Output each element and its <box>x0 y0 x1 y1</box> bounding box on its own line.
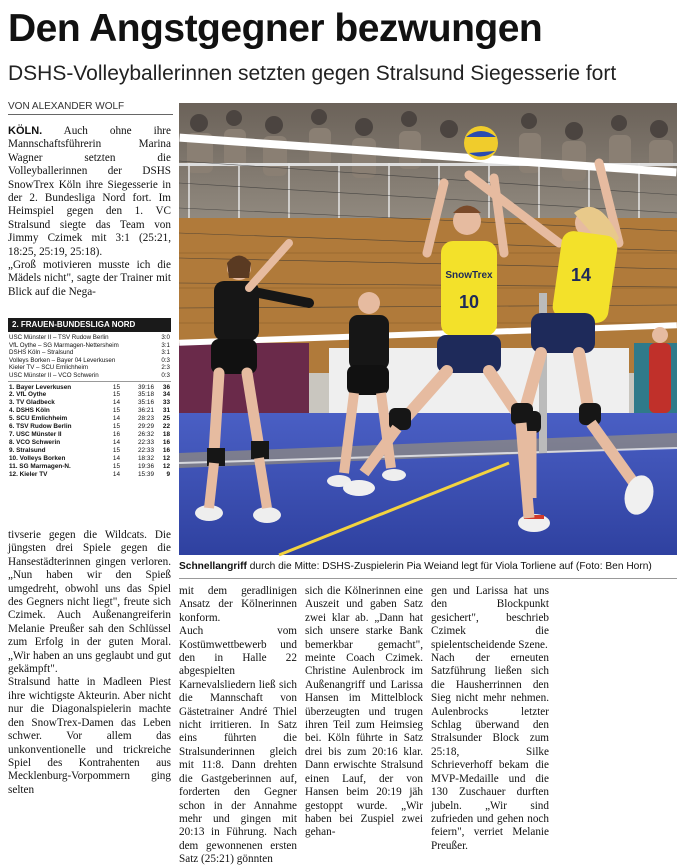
points: 16 <box>162 446 170 454</box>
team-name: 9. Stralsund <box>9 446 46 454</box>
team-name: 6. TSV Rudow Berlin <box>9 423 72 431</box>
match-result-row <box>9 364 170 372</box>
match-teams: USC Münster II – VCO Schwerin <box>9 371 99 379</box>
match-result-row <box>9 342 170 350</box>
standings-row <box>9 423 170 431</box>
jersey-sponsor: SnowTrex <box>445 270 493 281</box>
match-teams: USC Münster II – TSV Rudow Berlin <box>9 334 109 341</box>
match-score: 3:1 <box>161 341 170 349</box>
match-score: 2:3 <box>161 364 170 372</box>
match-score: 3:0 <box>161 334 170 341</box>
sets-ratio: 29:29 <box>138 423 154 431</box>
team-name: 1. Bayer Leverkusen <box>9 383 72 391</box>
points: 22 <box>162 423 170 431</box>
article-text: sich die Kölnerinnen eine Auszeit und gaben Satz zwei klar ab. „Dann hat sich unsere starke Bank bemerkbar gemacht", meinte Coach Czimek. Christine Aulenbrock im Außenangriff und Larissa Hansen im Mittelblock überzeugten und trugen ihren Teil zum Heimsieg bei. Köln führte in Satz drei bis zum 20:16 klar. Dann erwischte Stralsund einen Lauf, der von Hansen beim 20:19 jäh gestoppt wurde. „Wir haben bei Zuspiel zwei gehan- <box>305 585 423 839</box>
team-name: 2. VfL Oythe <box>9 391 47 399</box>
standings-row <box>9 407 170 415</box>
sets-ratio: 35:16 <box>138 399 154 407</box>
sets-ratio: 26:32 <box>138 431 154 438</box>
match-result-row <box>9 334 170 342</box>
match-result-row <box>9 372 170 380</box>
points: 25 <box>162 415 170 423</box>
article-text: Stralsund hatte in Madleen Piest ihre wichtigste Akteurin. Aber nicht nur die Diagonalspielerin machte den SnowTrex-Damen das Leben schwer. Vor allem das unkonventionelle und trickreiche Spiel des Kontrahenten aus Mecklenburg-Vorpommern ging selten <box>8 676 171 796</box>
standings-row <box>9 391 170 399</box>
standings-row <box>9 463 170 471</box>
games-played: 14 <box>112 454 120 462</box>
article-text: „Groß motivieren musste ich die Mädels nicht", sagte der Trainer mit Blick auf die Nega- <box>8 259 171 298</box>
match-result-row <box>9 357 170 365</box>
article-text: mit dem geradlinigen Ansatz der Kölnerinnen konform. <box>179 585 297 624</box>
jersey-number-14: 14 <box>570 265 592 285</box>
team-name: 5. SCU Emlichheim <box>9 415 68 423</box>
points: 36 <box>162 383 170 391</box>
headline: Den Angstgegner bezwungen <box>8 7 543 50</box>
team-name: 12. Kieler TV <box>9 470 48 478</box>
standings <box>8 382 171 481</box>
standings-row <box>9 471 170 479</box>
photo-caption <box>179 560 677 573</box>
article-column-3 <box>305 585 423 840</box>
match-teams: VfL Oythe – SG Marmagen-Nettersheim <box>9 341 119 349</box>
subheadline: DSHS-Volleyballerinnen setzten gegen Stralsund Siegesserie fort <box>8 62 617 85</box>
caption-text: durch die Mitte: DSHS-Zuspielerin Pia Weiand legt für Viola Torliene auf (Foto: Ben Horn) <box>246 561 652 572</box>
points: 9 <box>166 470 170 478</box>
standings-row <box>9 415 170 423</box>
match-teams: DSHS Köln – Stralsund <box>9 349 74 357</box>
sets-ratio: 22:33 <box>138 446 154 454</box>
article-text: Auch ohne ihre Mannschaftsführerin Marina Wagner setzten die Volleyballerinnen der DSHS SnowTrex Köln ihre Siegesserie in der 2. Bundesliga Nord fort. Im Heimspiel gegen den 1. VC Stralsund siegte das Team von Jimmy Czimek mit 3:1 (25:21, 18:25, 25:19, 25:18). <box>8 125 171 258</box>
sets-ratio: 19:36 <box>138 462 154 470</box>
sets-ratio: 39:16 <box>138 383 154 391</box>
match-results <box>8 332 171 382</box>
standings-row <box>9 431 170 439</box>
match-teams: Kieler TV – SCU Emlichheim <box>9 364 88 372</box>
jersey-number-10: 10 <box>458 292 480 312</box>
games-played: 14 <box>112 415 120 423</box>
divider <box>179 578 677 579</box>
caption-lead: Schnellangriff <box>179 561 247 572</box>
points: 16 <box>162 438 170 446</box>
league-table-title: 2. FRAUEN-BUNDESLIGA NORD <box>8 318 171 332</box>
games-played: 15 <box>112 391 120 399</box>
standings-row <box>9 384 170 392</box>
team-name: 10. Volleys Borken <box>9 454 66 462</box>
points: 34 <box>162 391 170 399</box>
team-name: 3. TV Gladbeck <box>9 399 55 407</box>
sets-ratio: 22:33 <box>138 438 154 446</box>
article-column-2 <box>179 585 297 867</box>
games-played: 14 <box>112 470 120 478</box>
games-played: 15 <box>112 407 120 415</box>
sets-ratio: 18:32 <box>138 454 154 462</box>
article-column-1-top <box>8 125 171 299</box>
article-text: gen und Larissa hat uns den Blockpunkt gesichert", beschrieb Czimek die spielentscheidende Szene. <box>431 585 549 651</box>
team-name: 11. SG Marmagen-N. <box>9 462 71 470</box>
standings-row <box>9 455 170 463</box>
match-result-row <box>9 349 170 357</box>
team-name: 4. DSHS Köln <box>9 407 50 415</box>
points: 31 <box>162 407 170 415</box>
points: 12 <box>162 462 170 470</box>
standings-row <box>9 447 170 455</box>
match-score: 0:3 <box>161 356 170 364</box>
games-played: 14 <box>112 399 120 407</box>
volleyball-photo <box>179 103 677 555</box>
article-text: tivserie gegen die Wildcats. Die jüngsten drei Spiele gegen die Hansestädterinnen gingen verloren. „Nun haben wir den Spieß umgedreht, obwohl uns das Spiel des Gegners nicht liegt", freute sich Czimek. Auch Außenangreiferin Melanie Preußer sah den Schlüssel zum Erfolg in der guten Moral. „Wir haben an uns geglaubt und gut gekämpft". <box>8 529 171 676</box>
sets-ratio: 28:23 <box>138 415 154 423</box>
dateline: KÖLN. <box>8 125 43 137</box>
games-played: 15 <box>112 446 120 454</box>
article-column-4 <box>431 585 549 853</box>
games-played: 14 <box>112 438 120 446</box>
article-column-1-bottom <box>8 529 171 797</box>
sets-ratio: 35:18 <box>138 391 154 399</box>
league-table <box>8 318 171 480</box>
team-name: 8. VCO Schwerin <box>9 438 61 446</box>
games-played: 15 <box>112 423 120 431</box>
points: 12 <box>162 454 170 462</box>
team-name: 7. USC Münster II <box>9 431 62 438</box>
standings-row <box>9 399 170 407</box>
article-text: Nach der erneuten Satzführung ließen sich die Hausherrinnen den Sieg nicht mehr nehmen. Aulenbrocks letzter Schlag überwand den Stralsunder Block zum 25:18, Silke Schrieverhoff bekam die MVP-Medaille und die 130 Zuschauer durften jubeln. „Wir sind zufrieden und gehen noch feiern", verriet Melanie Preußer. <box>431 652 549 852</box>
games-played: 16 <box>112 431 120 438</box>
match-score: 3:1 <box>161 349 170 357</box>
points: 33 <box>162 399 170 407</box>
match-score: 0:3 <box>161 371 170 379</box>
sets-ratio: 36:21 <box>138 407 154 415</box>
sets-ratio: 15:39 <box>138 470 154 478</box>
games-played: 15 <box>112 383 120 391</box>
byline: VON ALEXANDER WOLF <box>8 101 173 115</box>
points: 18 <box>162 431 170 438</box>
article-text: Auch vom Kostümwettbewerb und den in Halle 22 abgespielten Karnevalsliedern ließ sich die Mannschaft von Gästetrainer André Thiel nicht irritieren. In Satz eins führten die Stralsunderinnen gleich mit 11:8. Dann drehten die Gastgeberinnen auf, forderten den Gegner schon in der Annahme mehr und gingen mit 20:13 in Führung. Nach dem gewonnenen ersten Satz (25:21) gönnten <box>179 625 297 866</box>
games-played: 15 <box>112 462 120 470</box>
match-teams: Volleys Borken – Bayer 04 Leverkusen <box>9 356 116 364</box>
standings-row <box>9 439 170 447</box>
